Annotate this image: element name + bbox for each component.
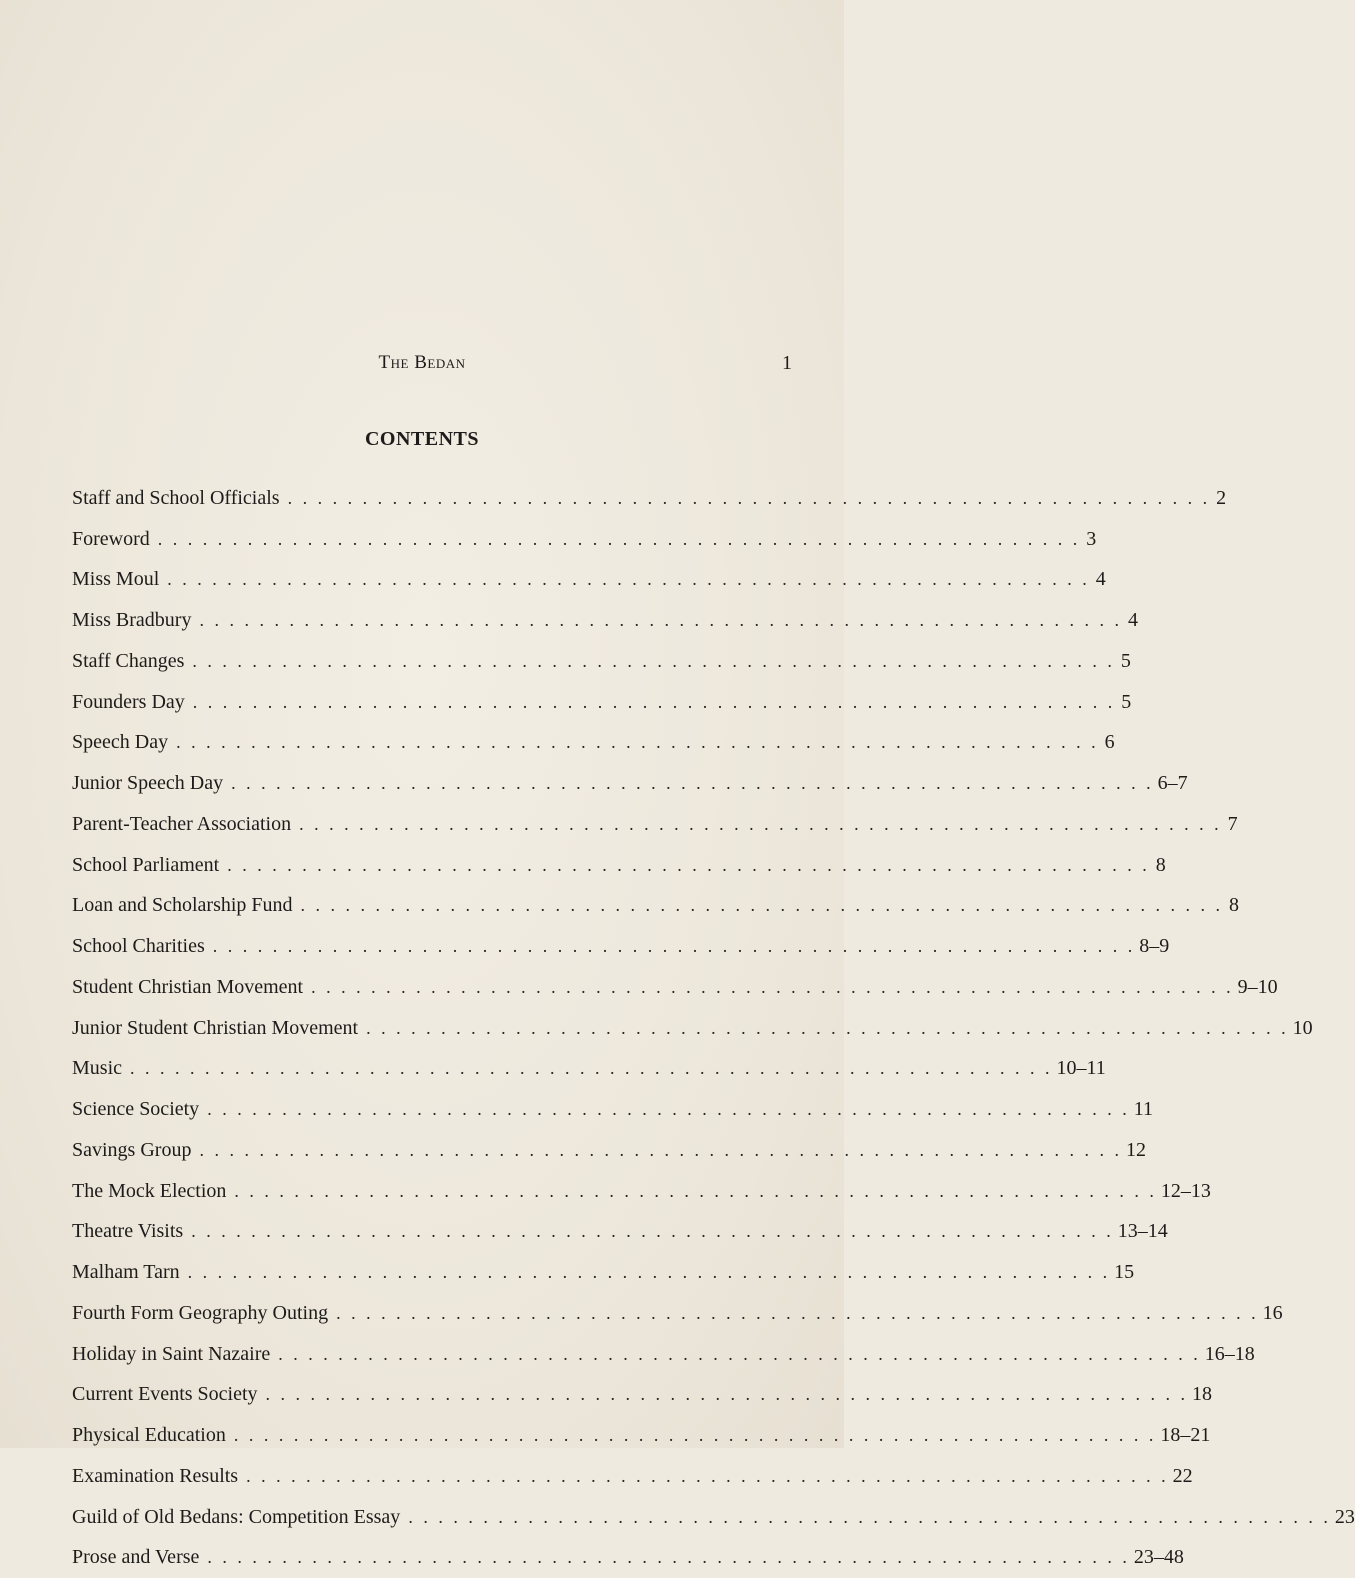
toc-dot-leader: . . . . . . . . . . . . . . . . . . . . . . . . . . . . . . . . . . . . . . . . . . . . . . . . . . . . . . . . . . . . . . bbox=[288, 488, 1211, 509]
toc-entry-title: Guild of Old Bedans: Competition Essay bbox=[72, 1506, 408, 1529]
toc-row bbox=[72, 478, 782, 519]
toc-page-number: 23–48 bbox=[1130, 1546, 1146, 1569]
toc-entry-title: Founders Day bbox=[72, 691, 193, 714]
toc-dot-leader: . . . . . . . . . . . . . . . . . . . . . . . . . . . . . . . . . . . . . . . . . . . . . . . . . . . . . . . . . . . . . . bbox=[188, 1262, 1111, 1283]
toc-entry-title: Music bbox=[72, 1057, 130, 1080]
toc-dot-leader: . . . . . . . . . . . . . . . . . . . . . . . . . . . . . . . . . . . . . . . . . . . . . . . . . . . . . . . . . . . . . . bbox=[366, 1018, 1289, 1039]
toc-dot-leader: . . . . . . . . . . . . . . . . . . . . . . . . . . . . . . . . . . . . . . . . . . . . . . . . . . . . . . . . . . . . . . bbox=[207, 1099, 1130, 1120]
toc-entry-title: Staff and School Officials bbox=[72, 487, 288, 510]
table-of-contents bbox=[72, 478, 782, 1578]
toc-entry-title: Junior Student Christian Movement bbox=[72, 1017, 366, 1040]
toc-dot-leader: . . . . . . . . . . . . . . . . . . . . . . . . . . . . . . . . . . . . . . . . . . . . . . . . . . . . . . . . . . . . . . bbox=[199, 1140, 1122, 1161]
toc-page-number: 10 bbox=[1289, 1017, 1305, 1040]
toc-page-number: 12–13 bbox=[1157, 1180, 1173, 1203]
toc-dot-leader: . . . . . . . . . . . . . . . . . . . . . . . . . . . . . . . . . . . . . . . . . . . . . . . . . . . . . . . . . . . . . . bbox=[408, 1507, 1331, 1528]
toc-page-number: 23 bbox=[1331, 1506, 1347, 1529]
toc-dot-leader: . . . . . . . . . . . . . . . . . . . . . . . . . . . . . . . . . . . . . . . . . . . . . . . . . . . . . . . . . . . . . . bbox=[130, 1058, 1053, 1079]
toc-page-number: 3 bbox=[1080, 528, 1096, 551]
toc-entry-title: Malham Tarn bbox=[72, 1261, 188, 1284]
toc-page-number: 16 bbox=[1259, 1302, 1275, 1325]
toc-entry-title: Prose and Verse bbox=[72, 1546, 207, 1569]
toc-dot-leader: . . . . . . . . . . . . . . . . . . . . . . . . . . . . . . . . . . . . . . . . . . . . . . . . . . . . . . . . . . . . . . bbox=[278, 1344, 1201, 1365]
toc-page-number: 11 bbox=[1130, 1098, 1146, 1121]
toc-dot-leader: . . . . . . . . . . . . . . . . . . . . . . . . . . . . . . . . . . . . . . . . . . . . . . . . . . . . . . . . . . . . . . bbox=[213, 936, 1136, 957]
toc-page-number: 22 bbox=[1169, 1465, 1185, 1488]
toc-row bbox=[72, 1252, 782, 1293]
toc-row bbox=[72, 1415, 782, 1456]
toc-row bbox=[72, 1130, 782, 1171]
toc-page-number: 5 bbox=[1115, 650, 1131, 673]
toc-row bbox=[72, 1456, 782, 1497]
toc-entry-title: Parent-Teacher Association bbox=[72, 813, 299, 836]
toc-row bbox=[72, 763, 782, 804]
toc-entry-title: Examination Results bbox=[72, 1465, 246, 1488]
toc-entry-title: Miss Bradbury bbox=[72, 609, 199, 632]
toc-row bbox=[72, 682, 782, 723]
toc-entry-title: Current Events Society bbox=[72, 1383, 266, 1406]
toc-page-number: 7 bbox=[1222, 813, 1238, 836]
toc-row bbox=[72, 1375, 782, 1416]
toc-dot-leader: . . . . . . . . . . . . . . . . . . . . . . . . . . . . . . . . . . . . . . . . . . . . . . . . . . . . . . . . . . . . . . bbox=[234, 1425, 1157, 1446]
toc-entry-title: The Mock Election bbox=[72, 1180, 234, 1203]
toc-entry-title: School Parliament bbox=[72, 854, 227, 877]
toc-page-number: 16–18 bbox=[1201, 1343, 1217, 1366]
toc-page-number: 13–14 bbox=[1114, 1220, 1130, 1243]
toc-page-number: 8 bbox=[1150, 854, 1166, 877]
toc-dot-leader: . . . . . . . . . . . . . . . . . . . . . . . . . . . . . . . . . . . . . . . . . . . . . . . . . . . . . . . . . . . . . . bbox=[227, 855, 1150, 876]
toc-page-number: 6–7 bbox=[1154, 772, 1170, 795]
toc-page-number: 18–21 bbox=[1156, 1424, 1172, 1447]
toc-entry-title: Theatre Visits bbox=[72, 1220, 191, 1243]
toc-dot-leader: . . . . . . . . . . . . . . . . . . . . . . . . . . . . . . . . . . . . . . . . . . . . . . . . . . . . . . . . . . . . . . bbox=[199, 610, 1122, 631]
toc-entry-title: Science Society bbox=[72, 1098, 207, 1121]
toc-row bbox=[72, 519, 782, 560]
toc-page-number: 4 bbox=[1122, 609, 1138, 632]
toc-page-number: 10–11 bbox=[1053, 1057, 1069, 1080]
toc-dot-leader: . . . . . . . . . . . . . . . . . . . . . . . . . . . . . . . . . . . . . . . . . . . . . . . . . . . . . . . . . . . . . . bbox=[192, 651, 1115, 672]
toc-page-number: 8–9 bbox=[1135, 935, 1151, 958]
toc-row bbox=[72, 1171, 782, 1212]
toc-row bbox=[72, 1212, 782, 1253]
toc-entry-title: Student Christian Movement bbox=[72, 976, 311, 999]
toc-dot-leader: . . . . . . . . . . . . . . . . . . . . . . . . . . . . . . . . . . . . . . . . . . . . . . . . . . . . . . . . . . . . . . bbox=[299, 814, 1222, 835]
toc-row bbox=[72, 560, 782, 601]
toc-entry-title: Junior Speech Day bbox=[72, 772, 231, 795]
toc-page-number: 9–10 bbox=[1234, 976, 1250, 999]
toc-row bbox=[72, 804, 782, 845]
running-head bbox=[0, 352, 844, 382]
toc-row bbox=[72, 1334, 782, 1375]
toc-entry-title: Loan and Scholarship Fund bbox=[72, 894, 301, 917]
toc-entry-title: Staff Changes bbox=[72, 650, 192, 673]
running-title: The Bedan bbox=[0, 352, 844, 374]
toc-dot-leader: . . . . . . . . . . . . . . . . . . . . . . . . . . . . . . . . . . . . . . . . . . . . . . . . . . . . . . . . . . . . . . bbox=[207, 1547, 1130, 1568]
toc-entry-title: Fourth Form Geography Outing bbox=[72, 1302, 336, 1325]
toc-dot-leader: . . . . . . . . . . . . . . . . . . . . . . . . . . . . . . . . . . . . . . . . . . . . . . . . . . . . . . . . . . . . . . bbox=[231, 773, 1154, 794]
toc-row bbox=[72, 1538, 782, 1578]
toc-row bbox=[72, 1049, 782, 1090]
toc-page-number: 5 bbox=[1115, 691, 1131, 714]
toc-row bbox=[72, 723, 782, 764]
toc-row bbox=[72, 1008, 782, 1049]
toc-dot-leader: . . . . . . . . . . . . . . . . . . . . . . . . . . . . . . . . . . . . . . . . . . . . . . . . . . . . . . . . . . . . . . bbox=[336, 1303, 1259, 1324]
contents-heading: CONTENTS bbox=[0, 428, 844, 451]
toc-dot-leader: . . . . . . . . . . . . . . . . . . . . . . . . . . . . . . . . . . . . . . . . . . . . . . . . . . . . . . . . . . . . . . bbox=[167, 569, 1090, 590]
toc-entry-title: Foreword bbox=[72, 528, 158, 551]
toc-dot-leader: . . . . . . . . . . . . . . . . . . . . . . . . . . . . . . . . . . . . . . . . . . . . . . . . . . . . . . . . . . . . . . bbox=[301, 895, 1224, 916]
toc-dot-leader: . . . . . . . . . . . . . . . . . . . . . . . . . . . . . . . . . . . . . . . . . . . . . . . . . . . . . . . . . . . . . . bbox=[311, 977, 1234, 998]
toc-entry-title: Speech Day bbox=[72, 731, 176, 754]
toc-row bbox=[72, 1089, 782, 1130]
toc-row bbox=[72, 967, 782, 1008]
toc-page-number: 4 bbox=[1090, 568, 1106, 591]
toc-row bbox=[72, 641, 782, 682]
toc-dot-leader: . . . . . . . . . . . . . . . . . . . . . . . . . . . . . . . . . . . . . . . . . . . . . . . . . . . . . . . . . . . . . . bbox=[158, 529, 1081, 550]
toc-page-number: 6 bbox=[1099, 731, 1115, 754]
toc-entry-title: Miss Moul bbox=[72, 568, 167, 591]
toc-row bbox=[72, 886, 782, 927]
toc-page-number: 2 bbox=[1210, 487, 1226, 510]
toc-page-number: 18 bbox=[1188, 1383, 1204, 1406]
toc-entry-title: Physical Education bbox=[72, 1424, 234, 1447]
toc-row bbox=[72, 845, 782, 886]
toc-row bbox=[72, 926, 782, 967]
toc-entry-title: Savings Group bbox=[72, 1139, 199, 1162]
toc-row bbox=[72, 600, 782, 641]
toc-dot-leader: . . . . . . . . . . . . . . . . . . . . . . . . . . . . . . . . . . . . . . . . . . . . . . . . . . . . . . . . . . . . . . bbox=[234, 1181, 1157, 1202]
page-number: 1 bbox=[782, 352, 792, 375]
toc-dot-leader: . . . . . . . . . . . . . . . . . . . . . . . . . . . . . . . . . . . . . . . . . . . . . . . . . . . . . . . . . . . . . . bbox=[176, 732, 1099, 753]
toc-entry-title: Holiday in Saint Nazaire bbox=[72, 1343, 278, 1366]
toc-entry-title: School Charities bbox=[72, 935, 213, 958]
toc-row bbox=[72, 1497, 782, 1538]
toc-dot-leader: . . . . . . . . . . . . . . . . . . . . . . . . . . . . . . . . . . . . . . . . . . . . . . . . . . . . . . . . . . . . . . bbox=[266, 1384, 1189, 1405]
toc-dot-leader: . . . . . . . . . . . . . . . . . . . . . . . . . . . . . . . . . . . . . . . . . . . . . . . . . . . . . . . . . . . . . . bbox=[246, 1466, 1169, 1487]
toc-dot-leader: . . . . . . . . . . . . . . . . . . . . . . . . . . . . . . . . . . . . . . . . . . . . . . . . . . . . . . . . . . . . . . bbox=[193, 692, 1116, 713]
toc-page-number: 12 bbox=[1122, 1139, 1138, 1162]
toc-row bbox=[72, 1293, 782, 1334]
toc-page-number: 8 bbox=[1223, 894, 1239, 917]
toc-page-number: 15 bbox=[1110, 1261, 1126, 1284]
toc-dot-leader: . . . . . . . . . . . . . . . . . . . . . . . . . . . . . . . . . . . . . . . . . . . . . . . . . . . . . . . . . . . . . . bbox=[191, 1221, 1114, 1242]
